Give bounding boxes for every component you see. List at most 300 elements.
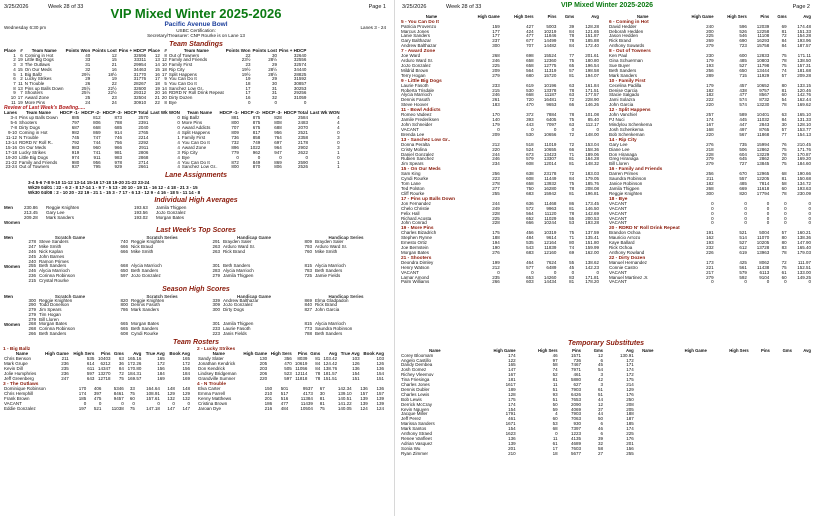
review-cell: 779 bbox=[231, 149, 239, 155]
roster-cell: 158.36 bbox=[585, 146, 599, 152]
roster-cell: 103 bbox=[352, 356, 360, 362]
review-cell: 9-10 bbox=[8, 130, 18, 136]
roster-cell: 592 bbox=[739, 274, 747, 280]
roster-cell: 139.10 bbox=[337, 391, 352, 397]
roster-cell: Manuel Martinez Jr. bbox=[609, 274, 649, 280]
score-value: 608 bbox=[120, 331, 128, 337]
roster-cell: John Vanchiel bbox=[609, 112, 637, 118]
standings-cell: Award Zone bbox=[24, 95, 49, 101]
review-cell: More Pins bbox=[181, 120, 203, 126]
review-cell: 956 bbox=[274, 130, 282, 136]
roster-cell: 182 bbox=[706, 181, 714, 187]
roster-cell: Lanie Sanders bbox=[401, 33, 431, 39]
roster-cell: 184.60 bbox=[797, 161, 811, 167]
roster-cell: 81 bbox=[569, 161, 575, 167]
sub-cell: 4069 bbox=[570, 406, 581, 412]
standings-header: Points Lost bbox=[252, 47, 277, 53]
standings-cell: 19 bbox=[17, 99, 23, 105]
sub-cell: Jeff Perez bbox=[401, 416, 422, 422]
roster-cell: 427 bbox=[526, 23, 534, 29]
review-cell: 792 bbox=[71, 139, 80, 145]
roster-cell: Donna Peralta bbox=[401, 141, 430, 147]
standings-header: Pins + HDCP bbox=[278, 47, 307, 53]
roster-cell: Don Kendrick bbox=[198, 366, 226, 371]
standings-cell: 32556 bbox=[293, 57, 307, 63]
roster-cell: 169.62 bbox=[797, 102, 811, 108]
review-cell: 2911 bbox=[138, 144, 149, 150]
roster-cell: Mindylou Schenkema bbox=[609, 122, 653, 127]
bowler-name: Alycia Marrioch bbox=[39, 268, 70, 274]
roster-cell: 134.72 bbox=[797, 181, 811, 187]
roster-cell: 130 bbox=[259, 356, 268, 362]
standings-cell: Split Happens bbox=[168, 71, 197, 77]
roster-cell: Rubien Sanchez bbox=[401, 156, 435, 162]
subs-header: Gms bbox=[593, 348, 604, 353]
team-roster bbox=[3, 382, 191, 412]
roster-cell: 397 bbox=[93, 391, 102, 397]
subs-header: High Game bbox=[493, 348, 516, 353]
sub-cell: 167 bbox=[508, 372, 516, 378]
roster-cell: 10504 bbox=[300, 405, 313, 411]
sub-cell: 128 bbox=[508, 391, 516, 397]
score-value: 236 bbox=[28, 272, 36, 278]
score-value: 301 bbox=[212, 263, 220, 269]
review-cell: 2391 bbox=[138, 120, 149, 126]
team-name: 19 - More Pins bbox=[401, 226, 434, 232]
roster-cell: Alycia Marrioch bbox=[401, 92, 432, 98]
roster-cell: 17794 bbox=[756, 190, 770, 196]
roster-header: Pins bbox=[297, 351, 308, 357]
sub-cell: 255 bbox=[626, 450, 634, 456]
sub-cell: Dennis Dubler bbox=[401, 386, 430, 392]
roster-cell: 11038 bbox=[111, 405, 124, 411]
score-value: 279 bbox=[28, 307, 36, 313]
roster-cell: 190 bbox=[492, 245, 500, 251]
roster-cell: 124 bbox=[360, 405, 368, 411]
roster-cell: 170 bbox=[78, 386, 87, 392]
sub-cell: 201 bbox=[508, 445, 516, 451]
roster-cell: 425 bbox=[739, 259, 747, 265]
team-name: 1 - Big Ballz bbox=[3, 346, 31, 352]
standings-cell: 6 bbox=[13, 76, 16, 82]
individual-averages bbox=[4, 205, 392, 220]
standings-cell: 22 bbox=[245, 52, 251, 58]
roster-cell: 108.91 bbox=[146, 391, 160, 397]
roster-cell: 126 bbox=[352, 361, 360, 367]
lane-header: 3-4 5-6 7-8 9-10 11-12 13-14 15-16 17-18 19-20 21-22 23-24 bbox=[28, 180, 150, 186]
standings-cell: 30857 bbox=[293, 80, 307, 86]
roster-cell: 151.87 bbox=[585, 33, 599, 39]
score-value: 268 bbox=[28, 326, 36, 332]
roster-header: Book Avg bbox=[363, 351, 384, 357]
roster-cell: 6212 bbox=[100, 361, 111, 367]
roster-cell: 645 bbox=[739, 156, 747, 162]
subs-header: Name bbox=[429, 348, 441, 353]
roster-cell: 63 bbox=[569, 92, 575, 98]
sub-cell: 74 bbox=[552, 367, 558, 373]
sub-cell: 174 bbox=[508, 401, 516, 407]
sub-cell: 7971 bbox=[570, 367, 581, 373]
roster-cell: 475 bbox=[93, 395, 102, 401]
standings-cell: 31 bbox=[271, 85, 277, 91]
roster-cell: 103.42 bbox=[323, 356, 338, 362]
roster-cell: 0 bbox=[784, 205, 787, 211]
roster-cell: 184 bbox=[182, 370, 190, 376]
roster-cell: 78 bbox=[781, 190, 787, 196]
standings-cell: 34440 bbox=[293, 66, 307, 72]
score-value: 665 bbox=[120, 326, 128, 332]
roster-cell: 9457 bbox=[113, 395, 124, 401]
roster-cell: 0 bbox=[766, 220, 770, 226]
roster-cell: 183 bbox=[492, 102, 500, 108]
roster-cell: 133.15 bbox=[797, 82, 811, 88]
standings-cell: 29½ bbox=[81, 71, 91, 77]
review-cell: 749 bbox=[252, 139, 261, 145]
roster-cell: 30 bbox=[781, 122, 787, 127]
roster-cell: Tom Lane bbox=[401, 181, 421, 187]
scores-men bbox=[4, 235, 392, 264]
team-name: 15 - On Our Meds bbox=[401, 167, 441, 173]
roster-cell: 535 bbox=[526, 240, 534, 246]
roster-cell: 151.33 bbox=[797, 28, 811, 34]
roster-cell: 2843 bbox=[759, 122, 770, 127]
review-cell: Dirty Dogs bbox=[19, 125, 41, 131]
review-cell: 797 bbox=[71, 120, 80, 126]
review-header: HDCP -2- bbox=[81, 110, 101, 116]
roster-cell: Jeff Greenberg bbox=[4, 375, 34, 381]
score-value: 247 bbox=[28, 244, 36, 250]
team-name: 22 - Dirty Dozen bbox=[609, 255, 646, 261]
roster-cell: 225 bbox=[706, 33, 714, 39]
standings-header: Pins + HDCP bbox=[118, 47, 147, 53]
roster-cell: 226 bbox=[706, 249, 714, 255]
roster-cell: 72 bbox=[118, 370, 124, 376]
score-value: 233 bbox=[212, 326, 220, 332]
score-row bbox=[116, 308, 208, 313]
roster-cell: 12205 bbox=[756, 176, 770, 182]
sub-cell: 61 bbox=[552, 440, 558, 446]
roster-cell: 13728 bbox=[756, 245, 770, 251]
roster-cell: 485 bbox=[739, 181, 747, 187]
secretary-line: Secretary/Treasurer: CNP Rourke is on Lane 13 bbox=[147, 33, 245, 39]
roster-cell: 484 bbox=[280, 405, 289, 411]
roster-cell: VACANT bbox=[609, 215, 627, 221]
roster-cell: 236 bbox=[61, 361, 69, 367]
roster-cell: 579 bbox=[739, 269, 747, 275]
roster-cell: Felix Hall bbox=[401, 210, 420, 216]
roster-cell: 170.87 bbox=[797, 151, 811, 157]
lanes-range: Lanes 3 - 24 bbox=[360, 25, 386, 30]
roster-cell: 235 bbox=[61, 366, 69, 371]
roster-cell: 168 bbox=[706, 126, 714, 132]
standings-cell: 6 bbox=[20, 52, 23, 58]
team-name: 20 - RDRD N' Roll Drink Repeat bbox=[609, 226, 680, 232]
sub-cell bbox=[771, 452, 793, 457]
roster-cell: 140.51 bbox=[337, 395, 352, 401]
sub-cell bbox=[661, 452, 708, 457]
roster-column-right bbox=[197, 347, 385, 412]
roster-cell: 173.45 bbox=[585, 200, 599, 206]
bowler-name: Mike Smith bbox=[315, 248, 338, 254]
sub-cell: 1571 bbox=[570, 352, 581, 358]
roster-cell: 184 bbox=[157, 370, 165, 376]
roster-cell: Chris Hemphill bbox=[4, 391, 34, 397]
sub-cell: 174 bbox=[626, 367, 634, 373]
standings-cell: 22½ bbox=[107, 90, 117, 96]
score-value: 815 bbox=[304, 263, 312, 269]
roster-cell: 179 bbox=[706, 58, 714, 64]
page2-header: High Game bbox=[477, 14, 500, 19]
men-label: Men bbox=[4, 235, 13, 241]
scores-column-ss bbox=[116, 264, 208, 283]
sub-cell: 45 bbox=[598, 362, 604, 368]
standings-cell: 15 bbox=[111, 57, 117, 63]
roster-cell: 199 bbox=[492, 259, 500, 265]
roster-cell: 13230 bbox=[756, 102, 770, 108]
rosters bbox=[3, 347, 392, 412]
roster-cell: Marcus Jones bbox=[401, 28, 430, 34]
standings-cell: 32640 bbox=[293, 52, 307, 58]
roster-cell: 9963 bbox=[546, 205, 557, 211]
roster-cell: 137.59 bbox=[585, 230, 599, 236]
roster-cell: 16481 bbox=[543, 97, 557, 103]
standings-cell: 25½ bbox=[81, 90, 91, 96]
roster-cell: 600 bbox=[739, 53, 747, 59]
review-cell: 764 bbox=[274, 134, 282, 140]
standings-cell: 11 bbox=[18, 80, 23, 86]
review-cell: 741 bbox=[93, 149, 101, 155]
roster-cell: 164.64 bbox=[146, 386, 160, 392]
average-value: 193.02 bbox=[134, 215, 148, 221]
score-value: 773 bbox=[304, 326, 312, 332]
roster-cell: 501 bbox=[280, 386, 289, 392]
roster-cell: 579 bbox=[526, 156, 534, 162]
scores-column-header: Handicap Series bbox=[328, 235, 364, 241]
roster-cell: 477 bbox=[739, 92, 747, 98]
sub-cell: 1223 bbox=[570, 431, 581, 437]
roster-cell: Richard Acosta bbox=[401, 215, 432, 221]
standings-cell: RDRD N' Roll Drink Repeat bbox=[168, 90, 224, 96]
standings-cell: 22½ bbox=[107, 85, 117, 91]
sub-cell: 201 bbox=[626, 440, 634, 446]
roster-cell: 727 bbox=[739, 161, 747, 167]
roster-cell: 171.81 bbox=[585, 274, 599, 280]
roster-cell: 611 bbox=[87, 366, 95, 371]
roster-cell: 484 bbox=[526, 235, 534, 241]
standings-cell: 8 bbox=[164, 52, 167, 58]
sub-cell: 5880 bbox=[570, 377, 581, 383]
roster-cell: 209 bbox=[492, 67, 500, 73]
sub-cell: 461 bbox=[508, 416, 516, 422]
roster-cell: 69 bbox=[569, 249, 575, 255]
roster-cell: 13229 bbox=[756, 151, 770, 157]
standings-cell: 24 bbox=[111, 99, 117, 105]
roster-cell: 141.22 bbox=[337, 400, 352, 406]
sub-cell: 5677 bbox=[570, 450, 581, 456]
roster-cell: Janice Robinson bbox=[609, 181, 643, 187]
sub-cell: 208 bbox=[626, 401, 634, 407]
roster-cell: 203 bbox=[259, 366, 268, 371]
team-name: 3 - The Outlaws bbox=[3, 381, 39, 387]
bowler-name: Beth Sanders bbox=[39, 263, 67, 269]
roster-cell: 658 bbox=[526, 58, 534, 64]
sub-cell: Angelo Castillo bbox=[401, 357, 432, 363]
roster-cell: 240 bbox=[706, 23, 714, 29]
roster-cell: 60 bbox=[781, 185, 787, 191]
roster-cell: 206 bbox=[259, 370, 268, 376]
page2-header: High Sers bbox=[514, 14, 534, 19]
roster-cell: 75 bbox=[781, 53, 787, 59]
bowler-name: Rick Brand bbox=[223, 248, 246, 254]
sub-cell bbox=[635, 452, 661, 457]
roster-cell: 9104 bbox=[759, 274, 770, 280]
roster-cell: 209.28 bbox=[797, 72, 811, 78]
roster-cell: 151 bbox=[352, 375, 360, 381]
roster-cell: 121.65 bbox=[585, 28, 599, 34]
sub-cell: 61 bbox=[598, 386, 604, 392]
roster-row bbox=[608, 276, 812, 281]
standings-cell: 2 bbox=[20, 76, 23, 82]
roster-cell: 257 bbox=[706, 112, 714, 118]
roster-cell: 0 bbox=[553, 269, 557, 275]
score-value: 840 bbox=[304, 302, 312, 308]
women-label: Women bbox=[4, 264, 21, 270]
roster-row bbox=[197, 377, 385, 382]
roster-cell: 15758 bbox=[756, 43, 770, 49]
roster-cell: Denise Garcia bbox=[609, 87, 638, 93]
page2-roster-table bbox=[608, 15, 812, 285]
standings-cell: 17 bbox=[161, 71, 167, 77]
roster-cell: 0 bbox=[784, 215, 787, 221]
roster-cell: 619 bbox=[526, 82, 534, 88]
review-cell: 962 bbox=[252, 149, 261, 155]
review-cell: 7-8 bbox=[10, 125, 18, 131]
roster-cell: 225 bbox=[492, 215, 500, 221]
last-week-top-scores bbox=[0, 235, 392, 283]
roster-cell: 146.26 bbox=[585, 102, 599, 108]
roster-cell: Mildrid Brown bbox=[401, 67, 429, 73]
roster-cell: 0 bbox=[744, 205, 747, 211]
roster-cell: Diane Lee bbox=[609, 146, 630, 152]
standings-cell: 18 bbox=[245, 80, 251, 86]
review-cell: 736 bbox=[231, 134, 239, 140]
roster-cell: 13307 bbox=[543, 156, 557, 162]
roster-cell: 14260 bbox=[543, 274, 557, 280]
standings-cell: 25½ bbox=[81, 85, 91, 91]
roster-cell: 153.04 bbox=[585, 141, 599, 147]
review-cell: 817 bbox=[252, 130, 261, 136]
standings-cell: 7 bbox=[20, 90, 23, 96]
sub-cell: 54 bbox=[598, 367, 604, 373]
roster-cell: 194.07 bbox=[585, 72, 599, 78]
review-cell: 4 bbox=[177, 139, 180, 145]
score-row bbox=[24, 279, 116, 284]
score-row bbox=[24, 332, 116, 337]
review-cell: 2292 bbox=[138, 139, 149, 145]
subs-header: High Game bbox=[684, 348, 707, 353]
roster-cell: 136 bbox=[376, 386, 384, 392]
bowler-name: Rick Brand bbox=[315, 302, 338, 308]
roster-cell: 169 bbox=[182, 375, 190, 381]
roster-cell: 174 bbox=[78, 391, 87, 397]
page2-header: Avg bbox=[591, 14, 599, 19]
review-cell: 1 bbox=[337, 159, 340, 165]
sub-cell: Dandy Dembea bbox=[401, 362, 433, 368]
standings-cell: 23 bbox=[111, 95, 117, 101]
scores-women bbox=[4, 322, 392, 336]
sub-cell bbox=[708, 452, 750, 457]
roster-cell: 470 bbox=[526, 102, 534, 108]
review-cell: 960 bbox=[93, 144, 101, 150]
score-value: 255 bbox=[28, 263, 36, 269]
roster-cell: 142.76 bbox=[797, 92, 811, 98]
roster-cell: 139 bbox=[360, 395, 368, 401]
review-cell: 4 bbox=[337, 115, 340, 121]
roster-cell: 546 bbox=[739, 33, 747, 39]
roster-cell: 0 bbox=[596, 269, 599, 275]
roster-cell: 11468 bbox=[544, 200, 557, 206]
roster-cell: 0 bbox=[531, 126, 534, 132]
roster-cell: 10652 bbox=[756, 82, 770, 88]
roster-cell: 6489 bbox=[546, 264, 557, 270]
roster-cell: Andrew Balthazar bbox=[401, 43, 437, 49]
review-cell: 19-20 bbox=[5, 154, 18, 160]
roster-cell: Jason Hedden bbox=[609, 33, 639, 39]
roster-cell: 75 bbox=[319, 405, 325, 411]
review-cell: 17-18 bbox=[5, 149, 18, 155]
roster-cell: 185.88 bbox=[585, 38, 599, 44]
roster-cell: 139 bbox=[376, 400, 384, 406]
roster-cell: 683 bbox=[526, 249, 534, 255]
sub-cell: Bob Lewis bbox=[401, 396, 422, 402]
review-cell: N Trouble bbox=[19, 134, 39, 140]
roster-cell: 0 bbox=[808, 279, 811, 285]
roster-cell: 169.20 bbox=[797, 156, 811, 162]
roster-cell: Cliff Rourke bbox=[401, 190, 425, 196]
roster-cell: 159 bbox=[492, 23, 500, 29]
review-cell: 1 bbox=[177, 134, 180, 140]
score-value: 279 bbox=[28, 311, 36, 317]
bowler-name: Beth Sanders bbox=[131, 268, 159, 274]
scores-women bbox=[4, 264, 392, 283]
standings-cell: 28267 bbox=[133, 80, 147, 86]
review-cell: 0 bbox=[177, 125, 180, 131]
bowler-name: Saundra Robinson bbox=[315, 326, 353, 332]
roster-cell: 78 bbox=[569, 112, 575, 118]
roster-cell: 677 bbox=[526, 38, 534, 44]
review-cell: 707 bbox=[231, 125, 239, 131]
sub-cell: Charles Jones bbox=[401, 382, 430, 388]
roster-cell: 11868 bbox=[757, 131, 770, 137]
page2-date: 3/25/2026 bbox=[402, 4, 427, 10]
roster-cell: 170.80 bbox=[127, 366, 142, 371]
roster-cell: 57 bbox=[569, 67, 575, 73]
roster-cell: 208.08 bbox=[585, 185, 599, 191]
standings-cell: 29 bbox=[271, 62, 277, 68]
roster-cell: 0 bbox=[808, 210, 811, 216]
roster-cell: 589 bbox=[739, 112, 747, 118]
standings-cell: 21 bbox=[111, 62, 117, 68]
sub-cell: 51 bbox=[598, 391, 604, 397]
review-cell: You Can Do It bbox=[181, 159, 210, 165]
bowler-name: Morgan Bates bbox=[156, 215, 185, 221]
score-value: 283 bbox=[212, 268, 220, 274]
sub-cell: 1791 bbox=[505, 411, 516, 417]
scores-column-header: Handicap Game bbox=[236, 235, 271, 241]
roster-cell: 12114 bbox=[295, 370, 308, 376]
page1-header bbox=[0, 0, 392, 13]
standings-cell: 30 bbox=[271, 52, 277, 58]
